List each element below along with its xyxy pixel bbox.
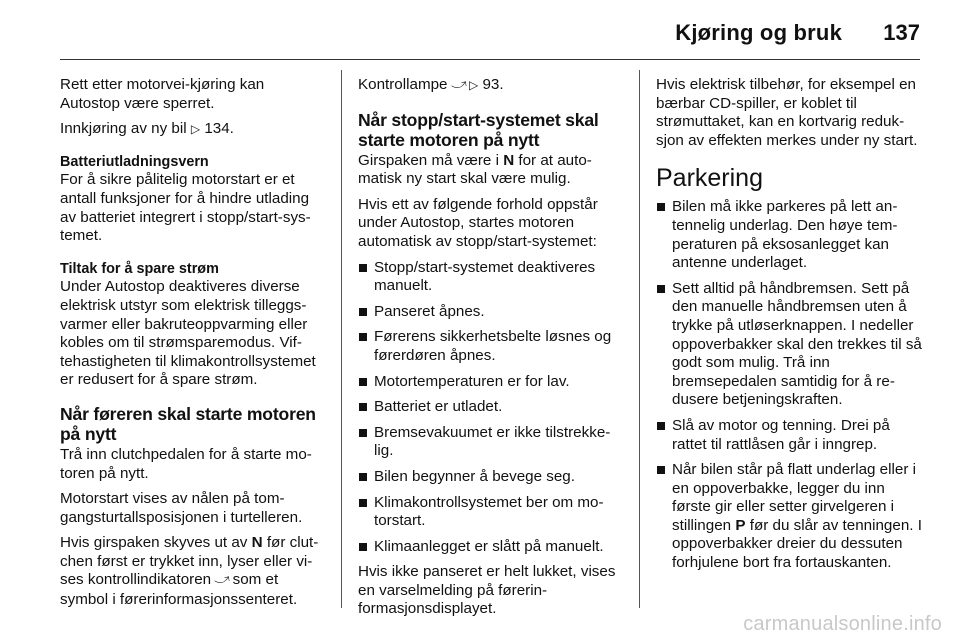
gear-label: P	[735, 516, 746, 534]
paragraph: For å sikre pålitelig motorstart er et antall funksjoner for å hindre utlading av batteriet integrert i stopp/start-systemet.	[60, 171, 311, 245]
page-reference[interactable]: 93.	[482, 76, 504, 93]
list-item: Panseret åpnes.	[358, 303, 624, 322]
page-header	[0, 0, 960, 58]
gear-label: N	[503, 151, 515, 169]
autostop-indicator-icon: ⤴	[449, 75, 469, 96]
arrow-ref-icon: ▷	[190, 122, 201, 137]
page-title: Kjøring og bruk	[675, 20, 842, 45]
paragraph: Under Autostop deaktiveres diverse elektrisk utstyr som elektrisk tilleggsvarmer eller bakruteoppvarming eller kobles om til strømsparemodus. Viftehastigheten til klimakontrollsystemet er redusert for å spare strøm.	[60, 278, 316, 389]
parking-list	[656, 198, 922, 572]
text: før clutchen først er trykket inn, lyser eller vises kontrollindikatoren	[60, 534, 319, 589]
paragraph	[60, 120, 324, 139]
list-item: Sett alltid på håndbremsen. Sett på den manuelle håndbremsen uten å trykke på utløserknappen. I nedeller oppoverbakker skal den trekkes til så godt som mulig. Trå inn bremsepedalen samtidig for å redusere betjeningskraften.	[656, 280, 922, 410]
paragraph	[60, 534, 324, 609]
text: Girspaken må være i	[358, 151, 499, 169]
page-number: 137	[883, 20, 920, 45]
list-item: Klimakontrollsystemet ber om motorstart.	[358, 494, 624, 531]
list-item: Klimaanlegget er slått på manuelt.	[358, 538, 624, 557]
paragraph: Rett etter motorvei-kjøring kan Autostop være sperret.	[60, 76, 265, 112]
column-divider	[341, 70, 342, 608]
list-item: Bremsevakuumet er ikke tilstrekkelig.	[358, 424, 624, 461]
paragraph	[358, 76, 624, 96]
section-heading: Når føreren skal starte motoren på nytt	[60, 403, 316, 444]
autostop-indicator-icon: ⤴	[212, 571, 232, 591]
list-item	[656, 461, 922, 573]
text: Hvis girspaken skyves ut av	[60, 534, 248, 552]
list-item: Bilen begynner å bevege seg.	[358, 468, 624, 487]
paragraph	[358, 152, 624, 189]
text: for at automatisk ny start skal være mulig.	[358, 151, 592, 188]
chapter-heading: Parkering	[656, 164, 763, 193]
list-item: Motortemperaturen er for lav.	[358, 373, 624, 392]
column-2	[358, 76, 624, 626]
paragraph: Hvis ett av følgende forhold oppstår under Autostop, startes motoren automatisk av stopp/start-systemet:	[358, 195, 598, 250]
column-divider	[639, 70, 640, 608]
paragraph: Hvis elektrisk tilbehør, for eksempel en bærbar CD-spiller, er koblet til strømuttaket, kan en kortvarig reduksjon av effekten merkes under ny start.	[656, 76, 918, 149]
list-item: Førerens sikkerhetsbelte løsnes og førerdøren åpnes.	[358, 328, 624, 365]
text: som et symbol i førerinformasjonssenteret.	[60, 571, 298, 609]
watermark: carmanualsonline.info	[743, 613, 942, 635]
text: Kontrollampe	[358, 76, 448, 93]
subheading: Tiltak for å spare strøm	[60, 260, 219, 277]
condition-list	[358, 259, 624, 557]
text: før du slår av tenningen. I oppoverbakker dreier du dessuten forhjulene bort fra fortauskanten.	[672, 516, 922, 572]
list-item: Batteriet er utladet.	[358, 398, 624, 417]
paragraph: Trå inn clutchpedalen for å starte motoren på nytt.	[60, 445, 312, 482]
gear-label: N	[251, 534, 263, 552]
header-rule	[60, 59, 920, 60]
list-item: Stopp/start-systemet deaktiveres manuelt.	[358, 259, 624, 296]
arrow-ref-icon: ▷	[468, 78, 479, 92]
list-item: Bilen må ikke parkeres på lett antennelig underlag. Den høye temperaturen på eksosanlegget kan antenne underlaget.	[656, 198, 922, 272]
list-item: Slå av motor og tenning. Drei på rattet til rattlåsen går i inngrep.	[656, 417, 922, 454]
paragraph: Motorstart vises av nålen på tomgangsturtallsposisjonen i turtelleren.	[60, 490, 303, 526]
column-3	[656, 76, 922, 580]
section-heading: Når stopp/start-systemet skal starte motoren på nytt	[358, 109, 599, 150]
text: Når bilen står på flatt underlag eller i en oppoverbakke, legger du inn første gir eller setter girvelgeren i stillingen	[672, 461, 916, 534]
paragraph: Hvis ikke panseret er helt lukket, vises en varselmelding på førerinformasjonsdisplayet.	[358, 563, 616, 618]
text: Innkjøring av ny bil	[60, 120, 187, 138]
page-reference[interactable]: 134.	[204, 120, 234, 138]
subheading: Batteriutladningsvern	[60, 153, 209, 170]
column-1	[60, 76, 324, 617]
